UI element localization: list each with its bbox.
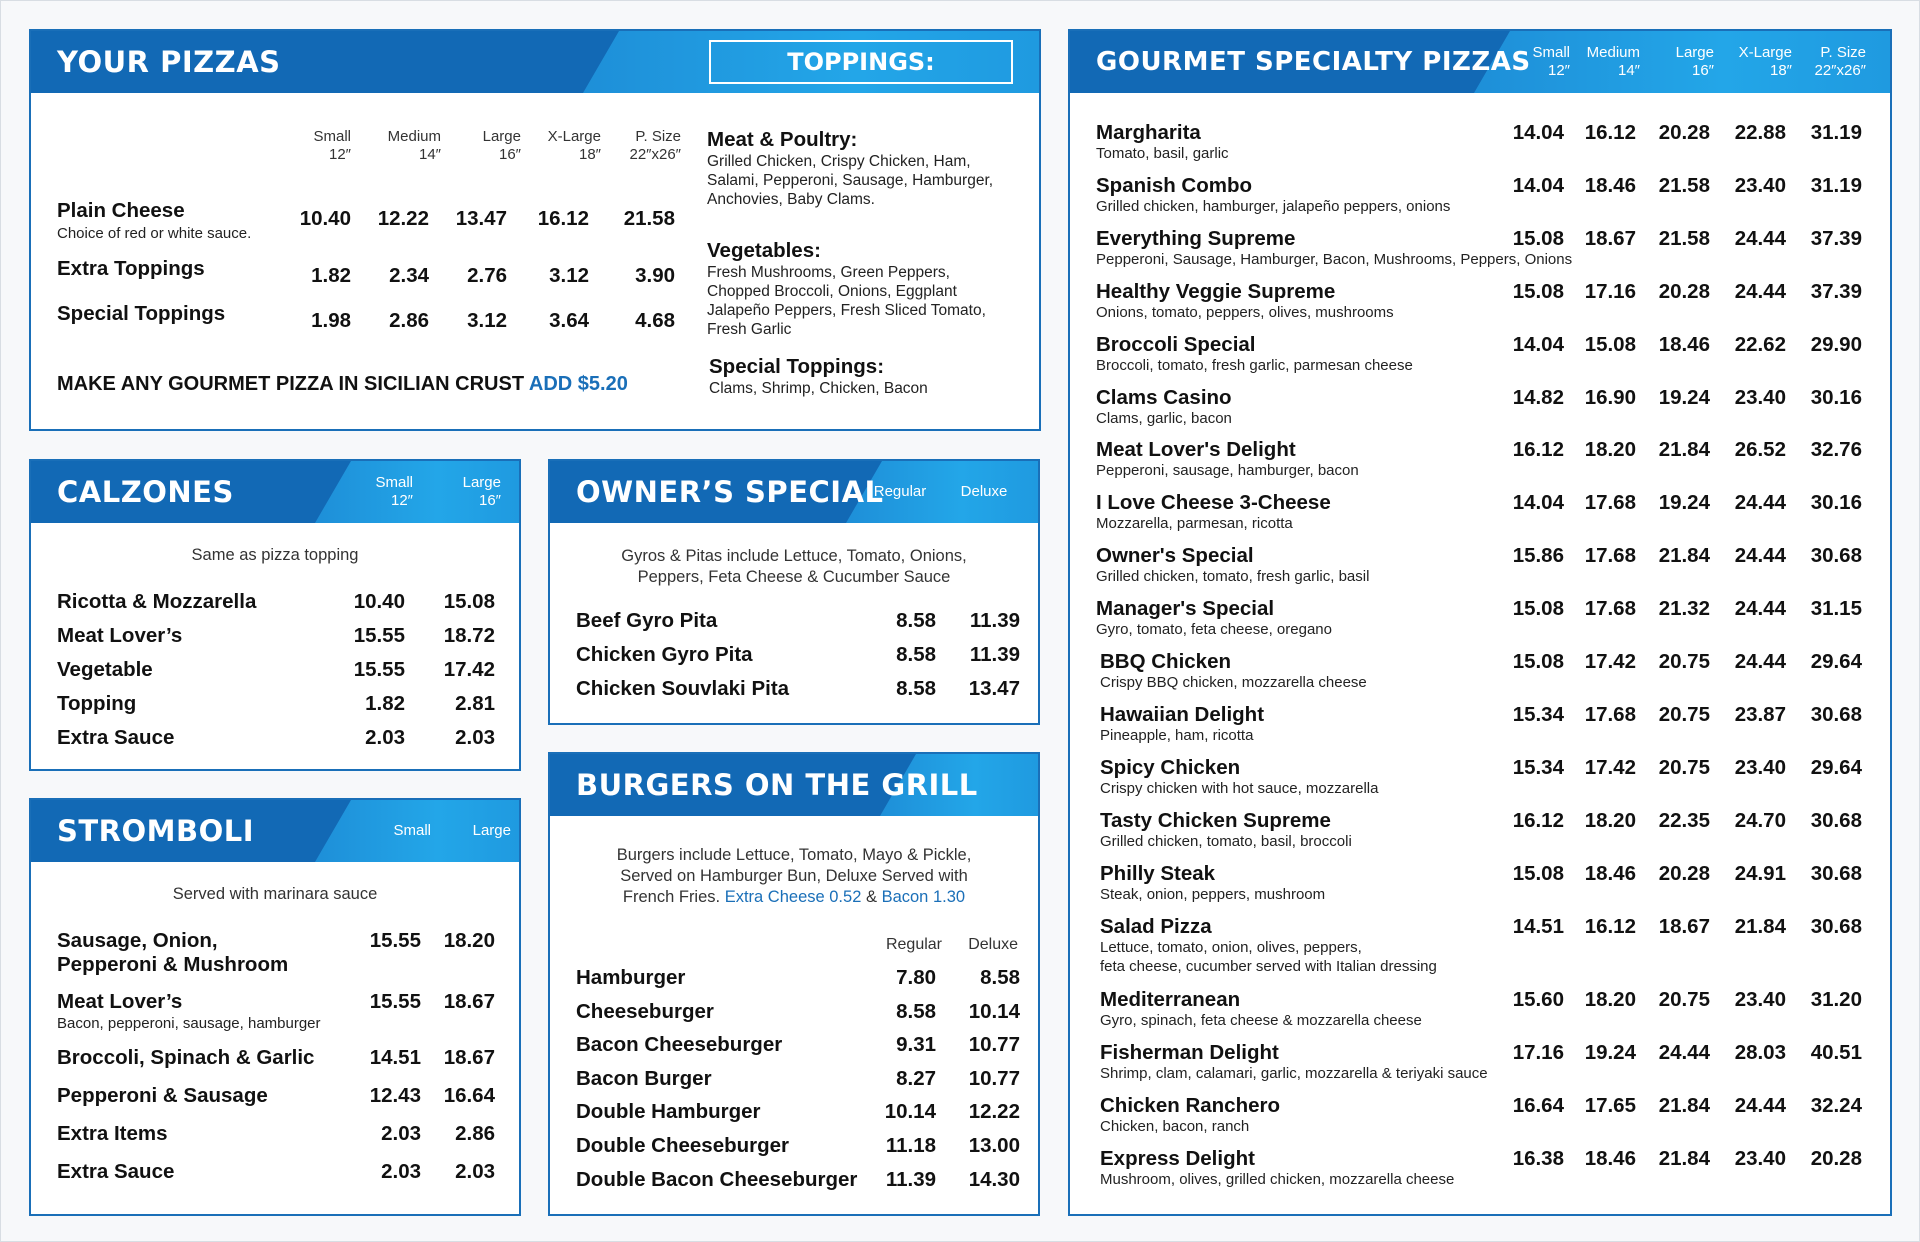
price: 24.44 — [1658, 1041, 1710, 1064]
price: 2.34 — [389, 264, 429, 287]
your-pizzas-header — [31, 31, 1039, 93]
price: 1.82 — [365, 692, 405, 715]
gourmet-item-desc: Broccoli, tomato, fresh garlic, parmesan cheese — [1096, 357, 1413, 374]
gourmet-item-name: Clams Casino — [1096, 386, 1232, 409]
price: 14.51 — [369, 1046, 421, 1069]
burger-item-name: Double Hamburger — [576, 1100, 761, 1123]
price: 23.40 — [1734, 174, 1786, 197]
gourmet-item-desc: Pineapple, ham, ricotta — [1100, 727, 1254, 744]
price: 26.52 — [1734, 438, 1786, 461]
price: 15.08 — [443, 590, 495, 613]
price: 16.12 — [1584, 915, 1636, 938]
stromboli-item-name: Pepperoni & Sausage — [57, 1084, 268, 1107]
price: 17.16 — [1584, 280, 1636, 303]
price: 17.16 — [1512, 1041, 1564, 1064]
price: 24.44 — [1734, 650, 1786, 673]
price: 16.90 — [1584, 386, 1636, 409]
price: 3.90 — [635, 264, 675, 287]
price: 3.64 — [549, 309, 589, 332]
burgers-note — [550, 845, 1038, 908]
gourmet-item-desc: Grilled chicken, hamburger, jalapeño peppers, onions — [1096, 198, 1451, 215]
price: 21.84 — [1658, 1094, 1710, 1117]
price: 11.39 — [969, 643, 1020, 666]
owners-note-line2: Peppers, Feta Cheese & Cucumber Sauce — [637, 568, 951, 586]
bacon-price: Bacon 1.30 — [881, 888, 966, 906]
price: 16.38 — [1512, 1147, 1564, 1170]
price: 15.55 — [369, 929, 421, 952]
price: 8.58 — [896, 609, 936, 632]
burgers-note-line2: Served on Hamburger Bun, Deluxe Served with — [620, 867, 968, 885]
burgers-note-line1: Burgers include Lettuce, Tomato, Mayo & Pickle, — [616, 846, 972, 864]
price: 31.15 — [1810, 597, 1862, 620]
price: 24.44 — [1734, 544, 1786, 567]
gourmet-item-name: Chicken Ranchero — [1100, 1094, 1280, 1117]
price: 15.08 — [1512, 227, 1564, 250]
price: 16.12 — [1584, 121, 1636, 144]
gourmet-item-name: Meat Lover's Delight — [1096, 438, 1296, 461]
gourmet-item-desc: Gyro, tomato, feta cheese, oregano — [1096, 621, 1332, 638]
price: 30.68 — [1810, 862, 1862, 885]
burger-item-name: Cheeseburger — [576, 1000, 714, 1023]
gourmet-size-large: Large 16″ — [1675, 44, 1714, 79]
calzones-size-small: Small 12″ — [375, 474, 413, 509]
size-col-large: Large 16″ — [482, 128, 521, 163]
price: 21.32 — [1658, 597, 1710, 620]
price: 29.64 — [1810, 756, 1862, 779]
price: 18.67 — [443, 990, 495, 1013]
price: 14.30 — [968, 1168, 1020, 1191]
gourmet-item-desc: Lettuce, tomato, onion, olives, peppers, — [1100, 939, 1362, 956]
gourmet-item-desc: Tomato, basil, garlic — [1096, 145, 1229, 162]
gourmet-item-name: Tasty Chicken Supreme — [1100, 809, 1331, 832]
gourmet-item-desc-line2: feta cheese, cucumber served with Italian dressing — [1100, 958, 1437, 975]
burgers-title: BURGERS ON THE GRILL — [576, 768, 978, 802]
burgers-card — [548, 752, 1040, 1216]
price: 15.08 — [1512, 597, 1564, 620]
pizza-item-desc: Choice of red or white sauce. — [57, 225, 252, 242]
gourmet-size-psize: P. Size 22″x26″ — [1814, 44, 1866, 79]
gourmet-item-desc: Shrimp, clam, calamari, garlic, mozzarella & teriyaki sauce — [1100, 1065, 1488, 1082]
gourmet-item-name: Express Delight — [1100, 1147, 1255, 1170]
price: 1.82 — [311, 264, 351, 287]
price: 16.64 — [1512, 1094, 1564, 1117]
price: 31.20 — [1810, 988, 1862, 1011]
pizza-item-name: Extra Toppings — [57, 257, 205, 280]
price: 24.44 — [1734, 280, 1786, 303]
price: 14.04 — [1512, 333, 1564, 356]
stromboli-card — [29, 798, 521, 1216]
price: 12.22 — [968, 1100, 1020, 1123]
price: 18.67 — [443, 1046, 495, 1069]
gourmet-header — [1070, 31, 1890, 93]
price: 20.28 — [1658, 280, 1710, 303]
price: 19.24 — [1658, 386, 1710, 409]
price: 23.87 — [1734, 703, 1786, 726]
gourmet-item-name: Broccoli Special — [1096, 333, 1256, 356]
price: 31.19 — [1810, 121, 1862, 144]
price: 18.46 — [1584, 1147, 1636, 1170]
price: 23.40 — [1734, 386, 1786, 409]
size-col-xlarge: X-Large 18″ — [547, 128, 601, 163]
price: 2.86 — [389, 309, 429, 332]
price: 11.39 — [969, 609, 1020, 632]
price: 21.84 — [1734, 915, 1786, 938]
price: 14.04 — [1512, 174, 1564, 197]
price: 21.58 — [623, 207, 675, 230]
price: 15.34 — [1512, 756, 1564, 779]
toppings-meat-text: Grilled Chicken, Crispy Chicken, Ham, Salami, Pepperoni, Sausage, Hamburger, Anchovies, Baby Clams. — [707, 153, 994, 208]
price: 13.47 — [968, 677, 1020, 700]
stromboli-header — [31, 800, 519, 862]
price: 17.68 — [1584, 597, 1636, 620]
price: 11.18 — [885, 1134, 936, 1157]
price: 18.46 — [1584, 174, 1636, 197]
price: 8.58 — [896, 1000, 936, 1023]
gourmet-size-small: Small 12″ — [1532, 44, 1570, 79]
price: 23.40 — [1734, 1147, 1786, 1170]
price: 20.75 — [1658, 650, 1710, 673]
price: 18.72 — [443, 624, 495, 647]
price: 20.75 — [1658, 756, 1710, 779]
price: 18.67 — [1658, 915, 1710, 938]
gourmet-item-desc: Crispy BBQ chicken, mozzarella cheese — [1100, 674, 1367, 691]
price: 10.40 — [353, 590, 405, 613]
price: 10.77 — [968, 1067, 1020, 1090]
price: 18.20 — [1584, 809, 1636, 832]
gourmet-item-name: Owner's Special — [1096, 544, 1254, 567]
price: 2.03 — [381, 1122, 421, 1145]
owners-special-header — [550, 461, 1038, 523]
gourmet-item-desc: Grilled chicken, tomato, fresh garlic, basil — [1096, 568, 1370, 585]
price: 31.19 — [1810, 174, 1862, 197]
price: 15.34 — [1512, 703, 1564, 726]
your-pizzas-card — [29, 29, 1041, 431]
pizza-item-name: Special Toppings — [57, 302, 226, 325]
price: 24.91 — [1734, 862, 1786, 885]
owners-note-line1: Gyros & Pitas include Lettuce, Tomato, Onions, — [621, 547, 967, 565]
price: 18.20 — [443, 929, 495, 952]
price: 17.42 — [1584, 650, 1636, 673]
price: 20.28 — [1658, 121, 1710, 144]
price: 13.00 — [968, 1134, 1020, 1157]
price: 14.82 — [1512, 386, 1564, 409]
price: 23.40 — [1734, 988, 1786, 1011]
stromboli-size-small: Small — [393, 822, 431, 839]
price: 16.12 — [1512, 438, 1564, 461]
gourmet-item-name: I Love Cheese 3-Cheese — [1096, 491, 1331, 514]
price: 18.46 — [1584, 862, 1636, 885]
price: 17.42 — [443, 658, 495, 681]
price: 30.68 — [1810, 809, 1862, 832]
pizza-item-name: Plain Cheese — [57, 199, 185, 222]
size-col-medium: Medium 14″ — [387, 128, 441, 163]
price: 23.40 — [1734, 756, 1786, 779]
price: 17.68 — [1584, 491, 1636, 514]
gourmet-card — [1068, 29, 1892, 1216]
price: 8.58 — [896, 643, 936, 666]
price: 18.46 — [1658, 333, 1710, 356]
price: 24.70 — [1734, 809, 1786, 832]
price: 24.44 — [1734, 227, 1786, 250]
gourmet-item-name: Everything Supreme — [1096, 227, 1296, 250]
burgers-note-line3: French Fries. Extra Cheese 0.52 & Bacon 1.30 — [622, 888, 966, 906]
calzones-title: CALZONES — [57, 475, 234, 509]
price: 17.65 — [1584, 1094, 1636, 1117]
price: 16.12 — [1512, 809, 1564, 832]
gourmet-item-name: Spicy Chicken — [1100, 756, 1241, 779]
price: 17.68 — [1584, 544, 1636, 567]
price: 32.76 — [1810, 438, 1862, 461]
gourmet-item-name: Healthy Veggie Supreme — [1096, 280, 1336, 303]
burger-item-name: Double Bacon Cheeseburger — [576, 1168, 858, 1191]
price: 40.51 — [1810, 1041, 1862, 1064]
price: 30.16 — [1810, 491, 1862, 514]
price: 15.08 — [1512, 862, 1564, 885]
gourmet-item-desc: Crispy chicken with hot sauce, mozzarella — [1100, 780, 1379, 797]
price: 2.81 — [455, 692, 495, 715]
price: 18.20 — [1584, 988, 1636, 1011]
gourmet-item-name: Spanish Combo — [1096, 174, 1253, 197]
gourmet-item-desc: Mozzarella, parmesan, ricotta — [1096, 515, 1293, 532]
stromboli-title: STROMBOLI — [57, 814, 255, 848]
calzones-header — [31, 461, 519, 523]
owners-item-name: Chicken Souvlaki Pita — [576, 677, 790, 700]
calzones-note: Same as pizza topping — [191, 546, 359, 564]
gourmet-title: GOURMET SPECIALTY PIZZAS — [1096, 47, 1531, 77]
price: 24.44 — [1734, 1094, 1786, 1117]
price: 12.22 — [377, 207, 429, 230]
sicilian-add-price: ADD $5.20 — [528, 373, 628, 395]
calzones-card — [29, 459, 521, 771]
price: 13.47 — [455, 207, 507, 230]
price: 8.58 — [980, 966, 1020, 989]
price: 32.24 — [1810, 1094, 1862, 1117]
calzone-item-name: Topping — [57, 692, 137, 715]
price: 15.86 — [1512, 544, 1564, 567]
price: 30.68 — [1810, 703, 1862, 726]
price: 30.16 — [1810, 386, 1862, 409]
price: 21.84 — [1658, 1147, 1710, 1170]
stromboli-item-name: Sausage, Onion, — [57, 929, 218, 952]
gourmet-item-desc: Pepperoni, sausage, hamburger, bacon — [1096, 462, 1359, 479]
toppings-meat-heading: Meat & Poultry: — [707, 128, 858, 151]
owners-special-title: OWNER’S SPECIAL — [576, 475, 884, 509]
gourmet-item-name: Manager's Special — [1096, 597, 1275, 620]
price: 2.03 — [381, 1160, 421, 1183]
burger-item-name: Bacon Burger — [576, 1067, 712, 1090]
price: 21.84 — [1658, 438, 1710, 461]
stromboli-item-name-line2: Pepperoni & Mushroom — [57, 953, 289, 976]
gourmet-item-desc: Pepperoni, Sausage, Hamburger, Bacon, Mushrooms, Peppers, Onions — [1096, 251, 1573, 268]
burgers-header — [550, 754, 1038, 816]
calzone-item-name: Meat Lover’s — [57, 624, 183, 647]
price: 10.40 — [299, 207, 351, 230]
price: 14.04 — [1512, 121, 1564, 144]
burger-item-name: Hamburger — [576, 966, 686, 989]
gourmet-item-name: Hawaiian Delight — [1100, 703, 1265, 726]
price: 18.20 — [1584, 438, 1636, 461]
price: 20.28 — [1810, 1147, 1862, 1170]
gourmet-item-desc: Mushroom, olives, grilled chicken, mozzarella cheese — [1100, 1171, 1455, 1188]
price: 16.12 — [537, 207, 589, 230]
calzones-size-large: Large 16″ — [462, 474, 501, 509]
price: 18.67 — [1584, 227, 1636, 250]
price: 20.28 — [1658, 862, 1710, 885]
calzone-item-name: Extra Sauce — [57, 726, 175, 749]
burgers-size-deluxe: Deluxe — [968, 936, 1018, 953]
toppings-special-heading: Special Toppings: — [709, 355, 885, 378]
toppings-veg-text: Fresh Mushrooms, Green Peppers, Chopped Broccoli, Onions, Eggplant Jalapeño Peppers, Fresh Sliced Tomato, Fresh Garlic — [707, 264, 986, 338]
price: 28.03 — [1734, 1041, 1786, 1064]
gourmet-size-xlarge: X-Large 18″ — [1738, 44, 1792, 79]
price: 37.39 — [1810, 227, 1862, 250]
price: 2.03 — [455, 726, 495, 749]
gourmet-item-desc: Clams, garlic, bacon — [1096, 410, 1232, 427]
price: 19.24 — [1584, 1041, 1636, 1064]
price: 15.55 — [369, 990, 421, 1013]
price: 15.55 — [353, 658, 405, 681]
price: 30.68 — [1810, 544, 1862, 567]
gourmet-item-desc: Gyro, spinach, feta cheese & mozzarella cheese — [1100, 1012, 1422, 1029]
price: 11.39 — [885, 1168, 936, 1191]
price: 15.08 — [1512, 280, 1564, 303]
price: 4.68 — [635, 309, 675, 332]
size-col-psize: P. Size 22″x26″ — [629, 128, 681, 163]
price: 7.80 — [896, 966, 936, 989]
toppings-veg-heading: Vegetables: — [707, 239, 821, 262]
price: 15.60 — [1512, 988, 1564, 1011]
burger-item-name: Bacon Cheeseburger — [576, 1033, 783, 1056]
price: 2.86 — [455, 1122, 495, 1145]
gourmet-item-name: Mediterranean — [1100, 988, 1241, 1011]
price: 15.55 — [353, 624, 405, 647]
gourmet-item-desc: Steak, onion, peppers, mushroom — [1100, 886, 1326, 903]
price: 12.43 — [369, 1084, 421, 1107]
price: 20.75 — [1658, 703, 1710, 726]
size-col-small: Small 12″ — [313, 128, 351, 163]
gourmet-item-name: Fisherman Delight — [1100, 1041, 1279, 1064]
gourmet-item-desc: Chicken, bacon, ranch — [1100, 1118, 1250, 1135]
price: 3.12 — [549, 264, 589, 287]
price: 10.77 — [968, 1033, 1020, 1056]
owners-special-card — [548, 459, 1040, 725]
price: 10.14 — [884, 1100, 936, 1123]
price: 30.68 — [1810, 915, 1862, 938]
toppings-special-text: Clams, Shrimp, Chicken, Bacon — [709, 380, 928, 397]
price: 17.68 — [1584, 703, 1636, 726]
price: 15.08 — [1584, 333, 1636, 356]
price: 29.64 — [1810, 650, 1862, 673]
price: 14.04 — [1512, 491, 1564, 514]
price: 20.75 — [1658, 988, 1710, 1011]
calzone-item-name: Ricotta & Mozzarella — [57, 590, 257, 613]
gourmet-item-desc: Onions, tomato, peppers, olives, mushrooms — [1096, 304, 1394, 321]
price: 22.62 — [1734, 333, 1786, 356]
price: 29.90 — [1810, 333, 1862, 356]
burgers-size-regular: Regular — [885, 936, 942, 953]
sicilian-crust-note — [57, 373, 628, 396]
sicilian-text: MAKE ANY GOURMET PIZZA IN SICILIAN CRUST — [57, 373, 525, 395]
stromboli-note: Served with marinara sauce — [172, 885, 378, 903]
price: 14.51 — [1512, 915, 1564, 938]
price: 22.35 — [1658, 809, 1710, 832]
price: 10.14 — [968, 1000, 1020, 1023]
price: 21.58 — [1658, 227, 1710, 250]
price: 1.98 — [311, 309, 351, 332]
price: 2.76 — [467, 264, 507, 287]
price: 9.31 — [896, 1033, 936, 1056]
owners-item-name: Chicken Gyro Pita — [576, 643, 753, 666]
price: 8.58 — [896, 677, 936, 700]
stromboli-item-name: Broccoli, Spinach & Garlic — [57, 1046, 315, 1069]
gourmet-item-name: Margharita — [1096, 121, 1201, 144]
stromboli-item-desc: Bacon, pepperoni, sausage, hamburger — [57, 1015, 321, 1032]
price: 8.27 — [896, 1067, 936, 1090]
gourmet-item-name: Philly Steak — [1100, 862, 1216, 885]
price: 16.64 — [443, 1084, 495, 1107]
price: 2.03 — [455, 1160, 495, 1183]
stromboli-item-name: Extra Sauce — [57, 1160, 175, 1183]
price: 24.44 — [1734, 597, 1786, 620]
price: 21.84 — [1658, 544, 1710, 567]
gourmet-size-medium: Medium 14″ — [1586, 44, 1640, 79]
toppings-title: TOPPINGS: — [709, 40, 1013, 84]
price: 19.24 — [1658, 491, 1710, 514]
gourmet-item-name: BBQ Chicken — [1100, 650, 1231, 673]
stromboli-item-name: Extra Items — [57, 1122, 168, 1145]
your-pizzas-title: YOUR PIZZAS — [57, 45, 281, 79]
price: 15.08 — [1512, 650, 1564, 673]
price: 2.03 — [365, 726, 405, 749]
burger-item-name: Double Cheeseburger — [576, 1134, 790, 1157]
owners-size-regular: Regular — [873, 483, 927, 500]
stromboli-item-name: Meat Lover’s — [57, 990, 183, 1013]
price: 17.42 — [1584, 756, 1636, 779]
owners-note — [550, 546, 1038, 588]
calzone-item-name: Vegetable — [57, 658, 153, 681]
gourmet-item-name: Salad Pizza — [1100, 915, 1212, 938]
owners-item-name: Beef Gyro Pita — [576, 609, 718, 632]
stromboli-size-large: Large — [472, 822, 511, 839]
owners-size-deluxe: Deluxe — [960, 483, 1008, 500]
price: 37.39 — [1810, 280, 1862, 303]
price: 24.44 — [1734, 491, 1786, 514]
price: 22.88 — [1734, 121, 1786, 144]
price: 3.12 — [467, 309, 507, 332]
gourmet-item-desc: Grilled chicken, tomato, basil, broccoli — [1100, 833, 1352, 850]
price: 21.58 — [1658, 174, 1710, 197]
extra-cheese-price: Extra Cheese 0.52 — [724, 888, 862, 906]
